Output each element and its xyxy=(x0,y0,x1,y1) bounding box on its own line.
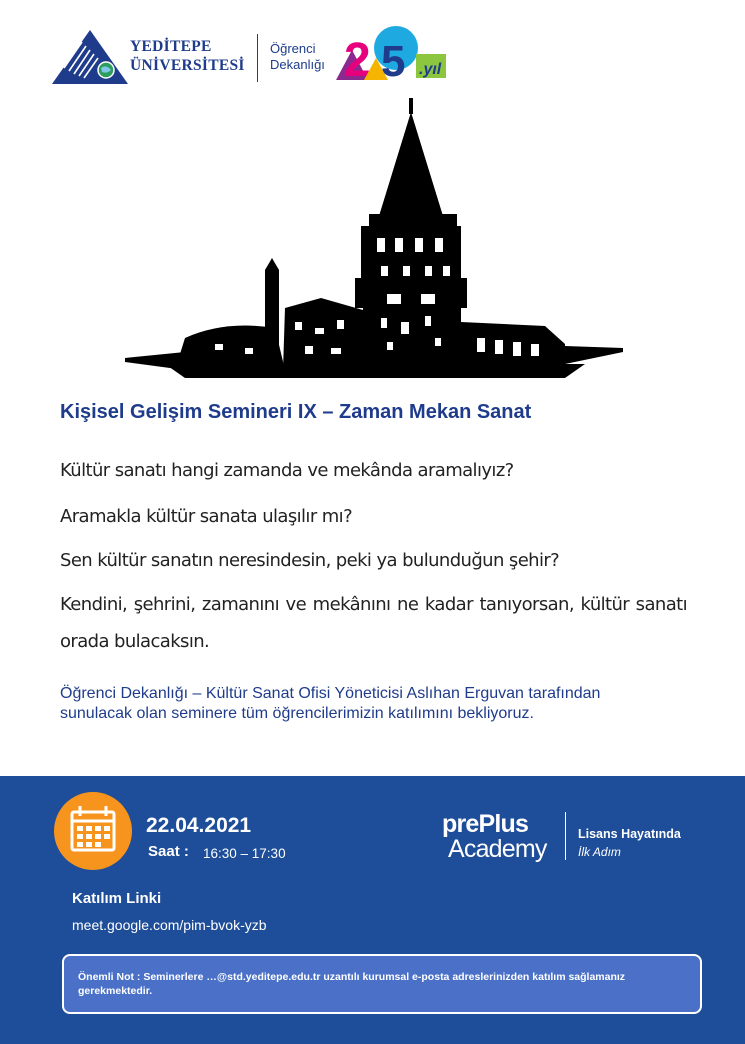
question-1: Kültür sanatı hangi zamanda ve mekânda aramalıyız? xyxy=(60,460,514,481)
meeting-link-label: Katılım Linki xyxy=(72,890,162,907)
anniversary-25-logo-icon xyxy=(336,24,448,82)
university-name xyxy=(130,37,245,75)
anniversary-suffix: .yıl xyxy=(419,61,442,78)
header-divider xyxy=(257,34,258,82)
invitation-paragraph: Öğrenci Dekanlığı – Kültür Sanat Ofisi Yöneticisi Aslıhan Erguvan tarafından sunulacak olan seminere tüm öğrencilerimizin katılımını bekliyoruz. xyxy=(60,685,601,722)
event-time: 16:30 – 17:30 xyxy=(203,846,286,861)
preplus-academy-logo xyxy=(442,812,547,862)
meeting-link[interactable]: meet.google.com/pim-bvok-yzb xyxy=(72,917,267,933)
tagline-line2: İlk Adım xyxy=(578,845,621,859)
tagline-line1: Lisans Hayatında xyxy=(578,827,681,841)
important-note-text: Önemli Not : Seminerlere …@std.yeditepe.edu.tr uzantılı kurumsal e-posta adreslerinizden katılım sağlamanız gerekmektedir. xyxy=(78,971,626,997)
university-name-line2: ÜNİVERSİTESİ xyxy=(130,57,245,74)
brand-line1: prePlus xyxy=(442,810,529,838)
brand-line2: Academy xyxy=(448,835,547,863)
page-title: Kişisel Gelişim Semineri IX – Zaman Mekan Sanat xyxy=(60,401,532,423)
dekanlik-line2: Dekanlığı xyxy=(270,57,325,72)
question-3: Sen kültür sanatın neresindesin, peki ya bulunduğun şehir? xyxy=(60,550,560,571)
anniversary-number-5: 5 xyxy=(381,37,406,82)
galata-tower-silhouette-icon xyxy=(125,98,625,383)
dekanlik-label xyxy=(270,41,325,73)
question-2: Aramakla kültür sanata ulaşılır mı? xyxy=(60,506,353,527)
dekanlik-line1: Öğrenci xyxy=(270,41,316,56)
calendar-icon xyxy=(54,792,132,870)
brand-divider xyxy=(565,812,566,860)
university-name-line1: YEDİTEPE xyxy=(130,38,212,55)
anniversary-number-2: 2 xyxy=(344,34,371,82)
statement-paragraph: Kendini, şehrini, zamanını ve mekânını ne kadar tanıyorsan, kültür sanatı orada bulacaksın. xyxy=(60,594,687,652)
important-note-box xyxy=(62,954,702,1014)
event-date: 22.04.2021 xyxy=(146,814,252,837)
yeditepe-logo-icon xyxy=(52,30,128,84)
time-label: Saat : xyxy=(148,843,189,860)
